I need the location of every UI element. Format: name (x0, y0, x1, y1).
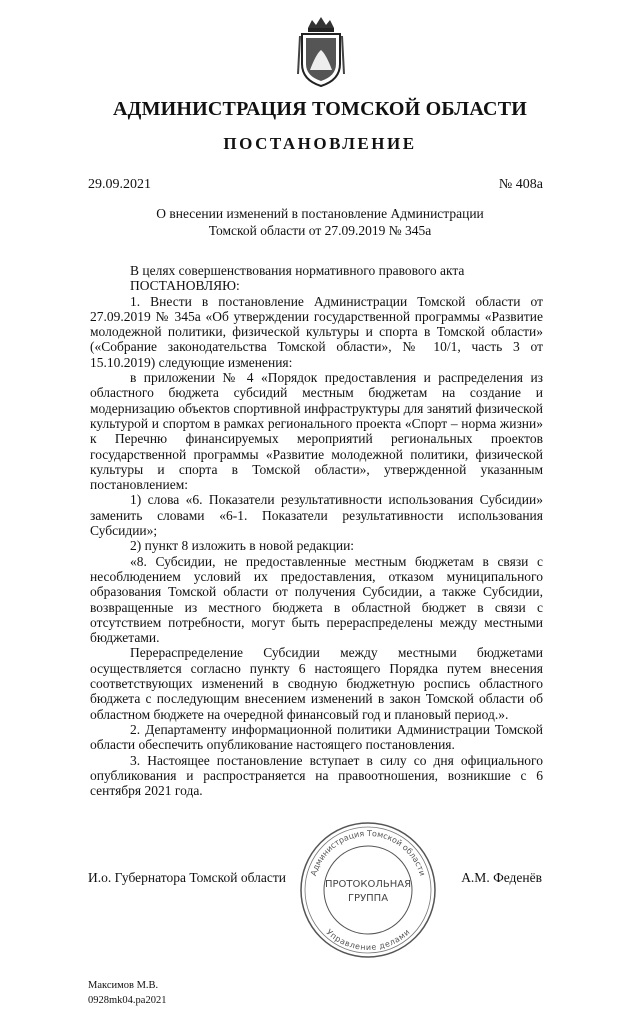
body-paragraph: 2) пункт 8 изложить в новой редакции: (130, 538, 355, 554)
stamp-outer-bottom-text: Управление делами (324, 927, 412, 953)
resolution-keyword: ПОСТАНОВЛЯЮ: (130, 278, 240, 294)
stamp-center-text: ПРОТОКОЛЬНАЯ (324, 879, 412, 891)
body-paragraph: 1) слова «6. Показатели результативности использования Субсидии» заменить словами «6-1. Показатели результативности использования Субсидии»; (90, 492, 543, 539)
document-number: № 408а (498, 177, 543, 192)
organization-title: АДМИНИСТРАЦИЯ ТОМСКОЙ ОБЛАСТИ (112, 98, 528, 120)
signature-row (0, 820, 640, 964)
official-stamp (298, 820, 438, 960)
stamp-outer-top-text: Администрация Томской области (309, 829, 427, 878)
signatory-position: И.о. Губернатора Томской области (88, 870, 286, 886)
svg-text:Администрация Томской области (309, 829, 427, 877)
executor-name: Максимов М.В. (88, 980, 159, 992)
body-paragraph: 3. Настоящее постановление вступает в силу со дня официального опубликования и распространяется на правоотношения, возникшие с 6 сентября 2021 года. (90, 752, 543, 799)
document-footer (88, 978, 640, 1008)
body-paragraph: 1. Внести в постановление Администрации Томской области от 27.09.2019 № 345а «Об утверждении государственной программы «Развитие молодежной политики, физической культуры и спорта в Томской области» («Собрание законодательства Томской области», № 10/1, часть 3 от 15.10.2019) следующие изменения: (90, 293, 543, 370)
signatory-name: А.М. Феденёв (461, 870, 542, 886)
svg-text:Управление делами (325, 928, 412, 952)
stamp-center-text: ГРУППА (347, 893, 389, 905)
document-subject (0, 206, 640, 239)
body-paragraph: «8. Субсидии, не предоставленные местным бюджетам в связи с несоблюдением условий их предоставления, отказом муниципального образования Томской области от получения Субсидии, а также Субсидии, возвращенные из местного бюджета в областной бюджет в связи с отсутствием потребности, могут быть перераспределены между местными бюджетами. (90, 553, 543, 646)
document-type-title: ПОСТАНОВЛЕНИЕ (223, 134, 417, 153)
body-paragraph: В целях совершенствования нормативного правового акта (130, 263, 465, 278)
body-paragraph: 2. Департаменту информационной политики Администрации Томской области обеспечить опубликование настоящего постановления. (90, 721, 543, 753)
body-paragraph: в приложении № 4 «Порядок предоставления и распределения из областного бюджета субсидий местным бюджетам на создание и модернизацию объектов спортивной инфраструктуры для занятий физической культурой и спортом в рамках регионального проекта «Спорт – норма жизни» к Перечню финансируемых мероприятий региональных проектов государственной программы «Развитие молодежной политики, физической культуры и спорта в Томской области», утвержденной указанным постановлением: (90, 370, 543, 493)
file-code: 0928mk04.ра2021 (88, 995, 167, 1007)
coat-of-arms-emblem (296, 14, 346, 88)
document-body (90, 263, 543, 798)
subject-line: Томской области от 27.09.2019 № 345а (208, 222, 432, 238)
document-flow (0, 263, 640, 1028)
body-paragraph: Перераспределение Субсидии между местными бюджетами осуществляется согласно пункту 6 настоящего Порядка путем внесения соответствующих изменений в сводную бюджетную роспись областного бюджета с последующим внесением изменений в закон Томской области об областном бюджете на очередной финансовый год и плановый период.». (90, 645, 543, 722)
document-date: 29.09.2021 (88, 177, 151, 192)
subject-line: О внесении изменений в постановление Администрации (156, 206, 484, 221)
